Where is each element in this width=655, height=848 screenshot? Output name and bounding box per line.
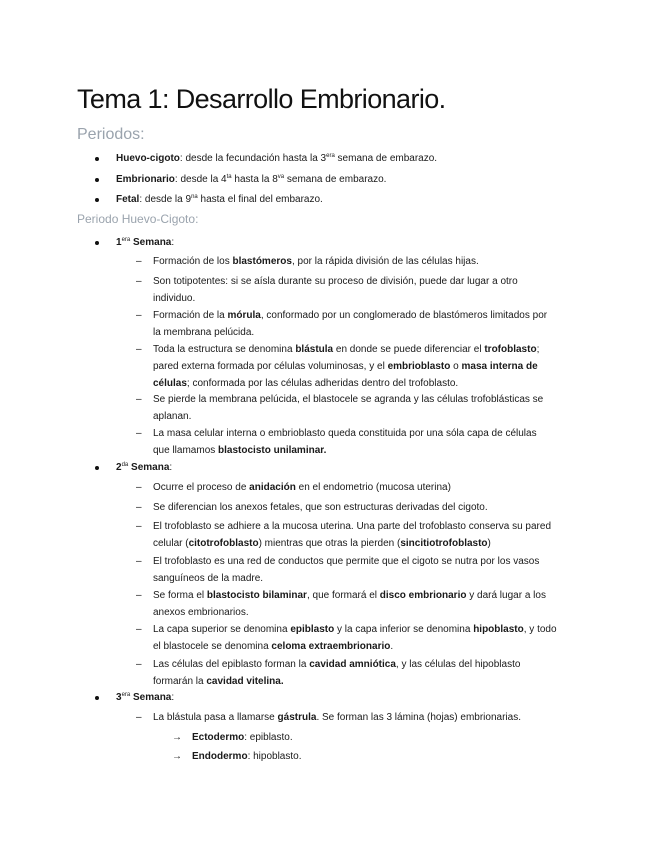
- list-item: Formación de la mórula, conformado por un conglomerado de blastómeros limitados por la membrana pelúcida.: [153, 310, 548, 338]
- dash-icon: –: [136, 428, 142, 439]
- bullet-icon: [95, 178, 99, 182]
- dash-icon: –: [136, 344, 142, 355]
- list-item: Formación de los blastómeros, por la rápida división de las células hijas.: [153, 256, 479, 267]
- dash-icon: –: [136, 310, 142, 321]
- list-item: Toda la estructura se denomina blástula en donde se puede diferenciar el trofoblasto; pared externa formada por células voluminosas, y el embrioblasto o masa interna de células; conformada por las células adheridas dentro del trofoblasto.: [153, 344, 540, 389]
- list-item: Se pierde la membrana pelúcida, el blastocele se agranda y las células trofoblásticas se aplanan.: [153, 394, 544, 422]
- dash-icon: –: [136, 590, 142, 601]
- dash-icon: –: [136, 624, 142, 635]
- bullet-icon: [95, 466, 99, 470]
- arrow-right-icon: →: [172, 732, 182, 743]
- list-item: La masa celular interna o embrioblasto queda constituida por una sóla capa de células que llamamos blastocisto unilaminar.: [153, 428, 537, 456]
- list-item: Ocurre el proceso de anidación en el endometrio (mucosa uterina): [153, 482, 451, 493]
- sub-list-item-ectodermo: Ectodermo: epiblasto.: [192, 732, 293, 743]
- list-item: La blástula pasa a llamarse gástrula. Se forman las 3 lámina (hojas) embrionarias.: [153, 712, 521, 723]
- dash-icon: –: [136, 521, 142, 532]
- week-heading-2: $2^{da}$ Semana:: [116, 462, 173, 473]
- bullet-icon: [95, 241, 99, 245]
- dash-icon: –: [136, 502, 142, 513]
- dash-icon: –: [136, 394, 142, 405]
- week-heading-3: $3^{era}$ Semana:: [116, 692, 175, 703]
- list-item: Se forma el blastocisto bilaminar, que formará el disco embrionario y dará lugar a los anexos embrionarios.: [153, 590, 546, 618]
- list-item: El trofoblasto se adhiere a la mucosa uterina. Una parte del trofoblasto conserva su pared celular (citotrofoblasto) mientras que otras la pierden (sincitiotrofoblasto): [153, 521, 552, 549]
- bullet-icon: [95, 696, 99, 700]
- week-heading-1: $1^{era}$ Semana:: [116, 237, 175, 248]
- bullet-icon: [95, 157, 99, 161]
- arrow-right-icon: →: [172, 751, 182, 762]
- dash-icon: –: [136, 482, 142, 493]
- dash-icon: –: [136, 276, 142, 287]
- list-item: El trofoblasto es una red de conductos que permite que el cigoto se nutra por los vasos sanguíneos de la madre.: [153, 556, 540, 584]
- list-item-embrionario: Embrionario: desde la $4^{ta}$ hasta la $8^{va}$ semana de embarazo.: [116, 174, 387, 185]
- list-item: Son totipotentes: si se aísla durante su proceso de división, puede dar lugar a otro individuo.: [153, 276, 518, 304]
- list-item-fetal: Fetal: desde la $9^{na}$ hasta el final del embarazo.: [116, 194, 323, 205]
- dash-icon: –: [136, 556, 142, 567]
- sub-list-item-endodermo: Endodermo: hipoblasto.: [192, 751, 302, 762]
- list-item: La capa superior se denomina epiblasto y la capa inferior se denomina hipoblasto, y todo el blastocele se denomina celoma extraembrionario.: [153, 624, 557, 652]
- dash-icon: –: [136, 712, 142, 723]
- list-item-huevo-cigoto: Huevo-cigoto: desde la fecundación hasta la $3^{era}$ semana de embarazo.: [116, 153, 438, 164]
- page-title: Tema 1: Desarrollo Embrionario.: [77, 84, 446, 114]
- section-heading-huevo-cigoto: Periodo Huevo-Cigoto:: [77, 212, 199, 226]
- list-item: Se diferencian los anexos fetales, que son estructuras derivadas del cigoto.: [153, 502, 488, 513]
- list-item: Las células del epiblasto forman la cavidad amniótica, y las células del hipoblasto formarán la cavidad vitelina.: [153, 659, 521, 687]
- section-heading-periodos: Periodos:: [77, 126, 145, 143]
- dash-icon: –: [136, 256, 142, 267]
- dash-icon: –: [136, 659, 142, 670]
- bullet-icon: [95, 198, 99, 202]
